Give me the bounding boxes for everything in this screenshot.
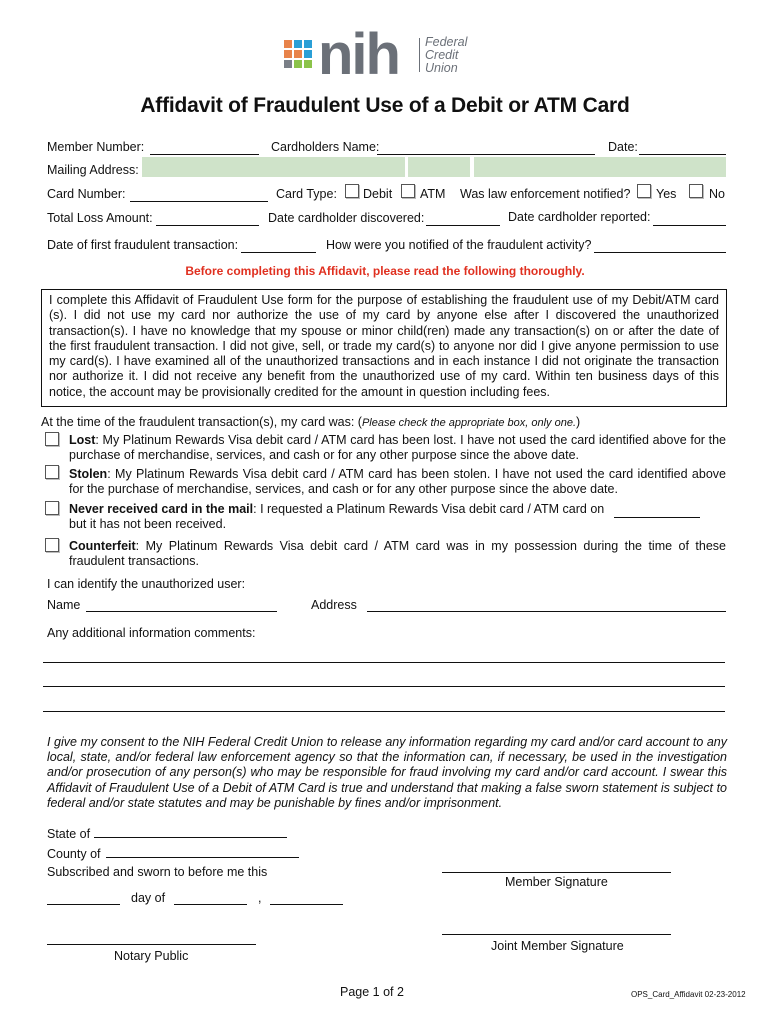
- logo-line-union: Union: [425, 61, 458, 75]
- comments-line-3[interactable]: [43, 711, 725, 712]
- notary-signature-line[interactable]: [47, 944, 256, 945]
- joint-signature-line[interactable]: [442, 934, 671, 935]
- atm-label: ATM: [420, 187, 446, 201]
- date-discovered-label: Date cardholder discovered:: [268, 211, 425, 225]
- logo-square-orange-2: [284, 50, 292, 58]
- lost-option: [69, 433, 726, 463]
- name-field[interactable]: [86, 597, 277, 612]
- consent-statement: I give my consent to the NIH Federal Credit Union to release any information regarding my card and/or card account to any local, state, and/or federal law enforcement agency so that the information can, if necessary, be used in the investigation and/or prosecution of any person(s) who may be responsible for fraud involving my card and/or card account. I swear this Affidavit of Fraudulent Use of a Debit of ATM Card is true and understand that making a false sworn statement is subject to federal and/or state statutes and may be punishable by fines and/or imprisonment.: [47, 735, 727, 810]
- mailing-zip-field[interactable]: [474, 157, 726, 177]
- cardholders-name-field[interactable]: [377, 140, 595, 155]
- atm-checkbox[interactable]: [401, 184, 415, 198]
- how-notified-label: How were you notified of the fraudulent activity?: [326, 238, 592, 252]
- how-notified-field[interactable]: [594, 238, 726, 253]
- card-status-intro: [41, 415, 580, 431]
- page-number: Page 1 of 2: [340, 985, 404, 999]
- logo-line-federal: Federal: [425, 35, 468, 49]
- debit-label: Debit: [363, 187, 393, 201]
- logo-square-blue-2: [304, 40, 312, 48]
- lost-text: : My Platinum Rewards Visa debit card / ATM card has been lost. I have not used the card identified above for the purchase of merchandise, services, and cash or for any other purpose since the above date.: [69, 433, 726, 462]
- date-reported-field[interactable]: [653, 211, 726, 226]
- law-enforcement-label: Was law enforcement notified?: [460, 187, 631, 201]
- county-label: County of: [47, 847, 101, 861]
- joint-signature-label: Joint Member Signature: [491, 939, 624, 953]
- mailing-address-label: Mailing Address:: [47, 163, 139, 177]
- total-loss-label: Total Loss Amount:: [47, 211, 153, 225]
- counterfeit-text: : My Platinum Rewards Visa debit card / ATM card was in my possession during the time of these fraudulent transactions.: [69, 539, 726, 568]
- stolen-option: [69, 467, 726, 497]
- comments-label: Any additional information comments:: [47, 626, 256, 640]
- debit-checkbox[interactable]: [345, 184, 359, 198]
- logo-square-blue: [294, 40, 302, 48]
- identify-intro: I can identify the unauthorized user:: [47, 577, 246, 591]
- date-discovered-field[interactable]: [426, 211, 500, 226]
- card-number-label: Card Number:: [47, 187, 126, 201]
- counterfeit-label: Counterfeit: [69, 539, 136, 553]
- nih-fcu-logo: [284, 22, 494, 87]
- day-of-label: day of: [131, 891, 166, 905]
- logo-wordmark: nih: [318, 22, 399, 87]
- member-number-label: Member Number:: [47, 140, 145, 154]
- counterfeit-checkbox[interactable]: [45, 538, 59, 552]
- name-label: Name: [47, 598, 81, 612]
- county-field[interactable]: [106, 843, 299, 858]
- logo-square-green: [294, 60, 302, 68]
- date-label: Date:: [608, 140, 638, 154]
- counterfeit-option: [69, 539, 726, 569]
- comments-line-2[interactable]: [43, 686, 725, 687]
- state-label: State of: [47, 827, 91, 841]
- total-loss-field[interactable]: [156, 211, 259, 226]
- mailing-street-field[interactable]: [142, 157, 405, 177]
- year-field[interactable]: [270, 904, 343, 905]
- logo-line-credit: Credit: [425, 48, 459, 62]
- logo-square-gray: [284, 60, 292, 68]
- never-received-label: Never received card in the mail: [69, 502, 254, 516]
- subscribed-label: Subscribed and sworn to before me this: [47, 865, 268, 879]
- mailing-city-field[interactable]: [408, 157, 470, 177]
- warning-notice: Before completing this Affidavit, please read the following thoroughly.: [185, 264, 585, 278]
- logo-square-blue-3: [304, 50, 312, 58]
- card-type-label: Card Type:: [276, 187, 337, 201]
- member-signature-line[interactable]: [442, 872, 671, 873]
- date-reported-label: Date cardholder reported:: [508, 210, 651, 224]
- address-field[interactable]: [367, 597, 726, 612]
- never-received-text: : I requested a Platinum Rewards Visa debit card / ATM card on: [253, 502, 605, 516]
- lost-label: Lost: [69, 433, 96, 447]
- comments-line-1[interactable]: [43, 662, 725, 663]
- address-label: Address: [311, 598, 357, 612]
- law-no-checkbox[interactable]: [689, 184, 703, 198]
- stolen-checkbox[interactable]: [45, 465, 59, 479]
- card-number-field[interactable]: [130, 187, 268, 202]
- cardholders-name-label: Cardholders Name:: [271, 140, 380, 154]
- never-received-option: [69, 502, 629, 517]
- logo-square-green-2: [304, 60, 312, 68]
- card-status-note: Please check the appropriate box, only one.: [361, 417, 576, 429]
- first-fraud-field[interactable]: [241, 238, 316, 253]
- statement-box: [41, 289, 727, 407]
- member-signature-label: Member Signature: [505, 875, 608, 889]
- logo-square-orange: [284, 40, 292, 48]
- date-field[interactable]: [639, 140, 726, 155]
- law-no-label: No: [709, 187, 725, 201]
- never-received-text-2: but it has not been received.: [69, 517, 227, 531]
- first-fraud-label: Date of first fraudulent transaction:: [47, 238, 239, 252]
- notary-public-label: Notary Public: [114, 949, 189, 963]
- date-comma: ,: [258, 891, 262, 905]
- card-status-close: ): [576, 415, 581, 429]
- page-title: Affidavit of Fraudulent Use of a Debit or ATM Card: [140, 94, 630, 117]
- month-field[interactable]: [174, 904, 247, 905]
- card-status-intro-text: At the time of the fraudulent transaction(s), my card was: (: [41, 415, 362, 429]
- never-received-date-field[interactable]: [614, 503, 700, 518]
- form-id: OPS_Card_Affidavit 02-23-2012: [631, 990, 746, 999]
- logo-divider: [419, 38, 420, 72]
- state-field[interactable]: [94, 823, 287, 838]
- day-field[interactable]: [47, 904, 120, 905]
- stolen-label: Stolen: [69, 467, 108, 481]
- member-number-field[interactable]: [150, 140, 259, 155]
- lost-checkbox[interactable]: [45, 432, 59, 446]
- logo-square-orange-3: [294, 50, 302, 58]
- stolen-text: : My Platinum Rewards Visa debit card / ATM card has been stolen. I have not used the card identified above for the purchase of merchandise, services, and cash or for any other purpose since the above date.: [69, 467, 726, 496]
- never-received-checkbox[interactable]: [45, 501, 59, 515]
- law-yes-label: Yes: [656, 187, 677, 201]
- statement-text: I complete this Affidavit of Fraudulent Use form for the purpose of establishing the fraudulent use of my Debit/ATM card (s). I did not use my card nor authorize the use of my card by anyone else after I discovered the unauthorized transaction(s). I have no knowledge that my spouse or minor child(ren) made any transaction(s) on or after the date of the first fraudulent transaction. I did not give, sell, or trade my card(s) to anyone nor did I give anyone permission to use my card(s). I have examined all of the unauthorized transactions and in each instance I did not originate the transaction nor authorize it. I did not receive any benefit from the unauthorized use of my card. Within ten business days of this notice, the account may be provisionally credited for the amount in question including fees.: [49, 293, 719, 399]
- law-yes-checkbox[interactable]: [637, 184, 651, 198]
